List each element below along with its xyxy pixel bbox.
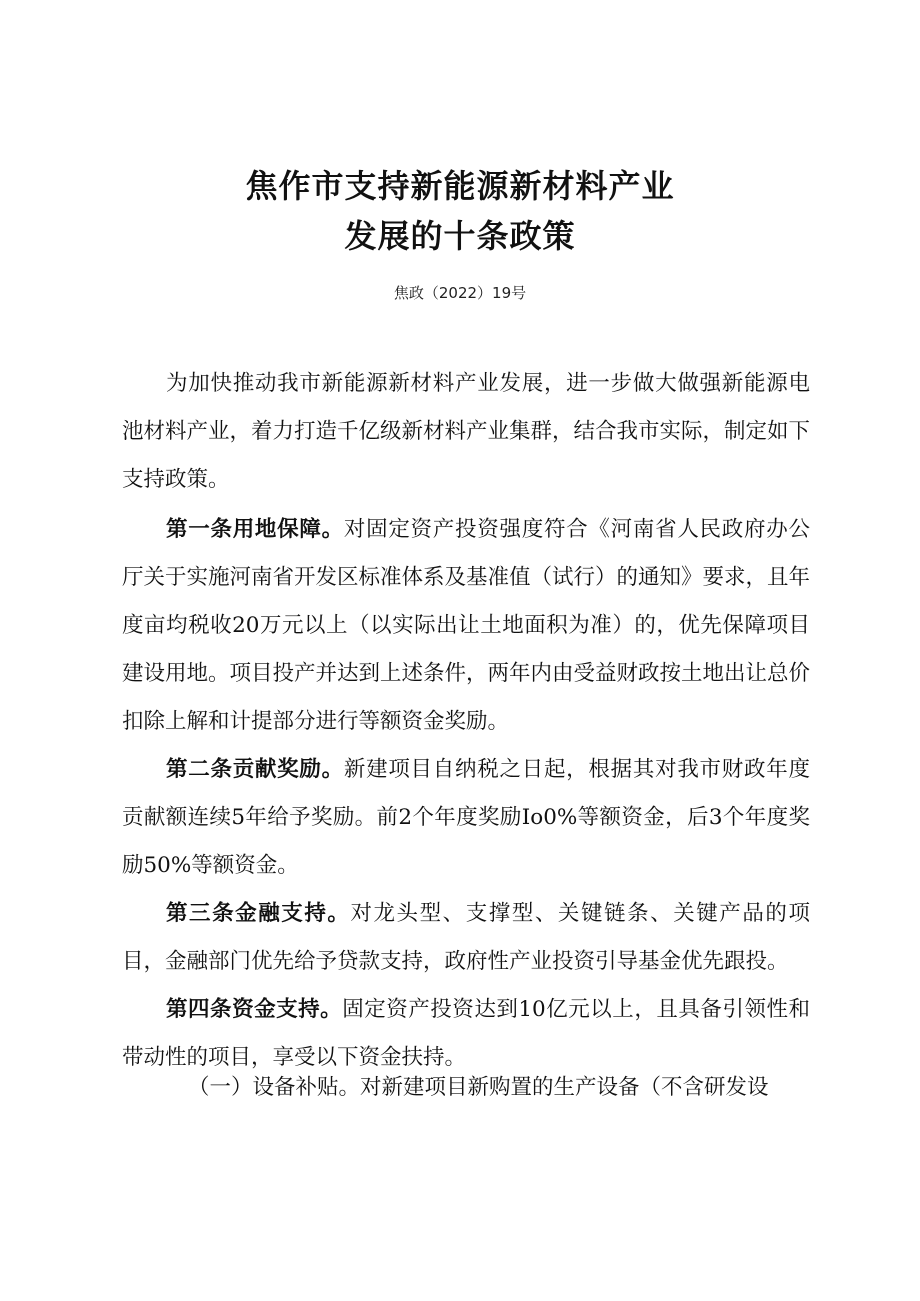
article-3 <box>122 890 810 986</box>
intro-paragraph <box>122 360 810 504</box>
document-number: 焦政（2022）19号 <box>393 284 527 302</box>
article-2-heading: 第二条贡献奖励。 <box>166 757 344 782</box>
intro-text: 为加快推动我市新能源新材料产业发展，进一步做大做强新能源电池材料产业，着力打造千亿级新材料产业集群，结合我市实际，制定如下支持政策。 <box>122 371 811 492</box>
article-4-heading: 第四条资金支持。 <box>166 997 343 1022</box>
article-1 <box>122 506 810 746</box>
sub-item-1-text: （一）设备补贴。对新建项目新购置的生产设备（不含研发设 <box>188 1075 769 1100</box>
article-1-heading: 第一条用地保障。 <box>166 517 344 542</box>
document-title-line-2: 发展的十条政策 <box>344 217 576 255</box>
article-3-heading: 第三条金融支持。 <box>166 901 351 926</box>
article-2-text: 新建项目自纳税之日起，根据其对我市财政年度贡献额连续5年给予奖励。前2个年度奖励Io0%等额资金，后3个年度奖励50%等额资金。 <box>122 757 810 878</box>
article-1-text: 对固定资产投资强度符合《河南省人民政府办公厅关于实施河南省开发区标准体系及基准值（试行）的通知》要求，且年度亩均税收20万元以上（以实际出让土地面积为准）的，优先保障项目建设用地。项目投产并达到上述条件，两年内由受益财政按土地出让总价扣除上解和计提部分进行等额资金奖励。 <box>122 517 811 734</box>
document-title-line-1: 焦作市支持新能源新材料产业 <box>245 167 675 205</box>
sub-item-1 <box>122 1064 810 1112</box>
article-2 <box>122 746 810 890</box>
article-4-text: 固定资产投资达到10亿元以上，且具备引领性和带动性的项目，享受以下资金扶持。 <box>122 997 810 1070</box>
article-3-text: 对龙头型、支撑型、关键链条、关键产品的项目，金融部门优先给予贷款支持，政府性产业投资引导基金优先跟投。 <box>122 901 810 974</box>
